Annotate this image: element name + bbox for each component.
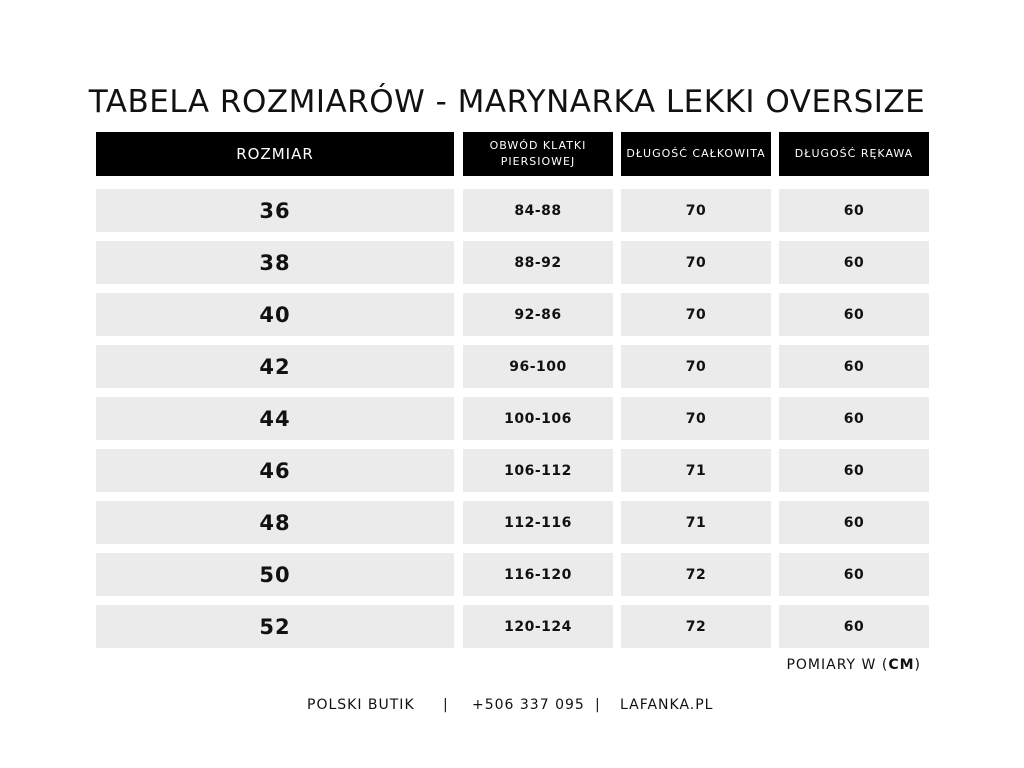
cell-sleeve-length: 60 <box>779 501 929 544</box>
header-chest: OBWÓD KLATKI PIERSIOWEJ <box>463 132 613 176</box>
cell-sleeve-length: 60 <box>779 293 929 336</box>
cell-chest: 84-88 <box>463 189 613 232</box>
cell-total-length: 72 <box>621 605 771 648</box>
cell-total-length: 70 <box>621 293 771 336</box>
cell-total-length: 70 <box>621 189 771 232</box>
cell-chest: 88-92 <box>463 241 613 284</box>
footer-phone: +506 337 095 <box>472 697 585 713</box>
cell-chest: 100-106 <box>463 397 613 440</box>
cell-total-length: 70 <box>621 241 771 284</box>
cell-total-length: 72 <box>621 553 771 596</box>
cell-size: 36 <box>96 189 454 232</box>
page-title: TABELA ROZMIARÓW - MARYNARKA LEKKI OVERSIZE <box>88 84 926 120</box>
note-unit: CM <box>888 657 915 673</box>
cell-size: 48 <box>96 501 454 544</box>
cell-chest: 96-100 <box>463 345 613 388</box>
cell-sleeve-length: 60 <box>779 605 929 648</box>
cell-total-length: 70 <box>621 397 771 440</box>
cell-sleeve-length: 60 <box>779 553 929 596</box>
cell-size: 38 <box>96 241 454 284</box>
cell-size: 44 <box>96 397 454 440</box>
cell-sleeve-length: 60 <box>779 345 929 388</box>
footer-brand: POLSKI BUTIK <box>307 697 415 713</box>
cell-size: 52 <box>96 605 454 648</box>
header-size: ROZMIAR <box>96 132 454 176</box>
cell-chest: 112-116 <box>463 501 613 544</box>
cell-sleeve-length: 60 <box>779 241 929 284</box>
cell-total-length: 70 <box>621 345 771 388</box>
measurement-note <box>786 657 921 673</box>
cell-size: 50 <box>96 553 454 596</box>
cell-size: 40 <box>96 293 454 336</box>
cell-sleeve-length: 60 <box>779 397 929 440</box>
cell-total-length: 71 <box>621 449 771 492</box>
note-prefix: POMIARY W ( <box>786 657 889 673</box>
cell-chest: 120-124 <box>463 605 613 648</box>
cell-chest: 116-120 <box>463 553 613 596</box>
cell-sleeve-length: 60 <box>779 189 929 232</box>
cell-total-length: 71 <box>621 501 771 544</box>
cell-chest: 106-112 <box>463 449 613 492</box>
cell-size: 46 <box>96 449 454 492</box>
cell-chest: 92-86 <box>463 293 613 336</box>
footer-website[interactable]: LAFANKA.PL <box>620 697 714 713</box>
cell-size: 42 <box>96 345 454 388</box>
cell-sleeve-length: 60 <box>779 449 929 492</box>
header-total-length: DŁUGOŚĆ CAŁKOWITA <box>621 132 771 176</box>
footer-separator: | <box>443 697 449 713</box>
note-suffix: ) <box>914 657 921 673</box>
footer-separator: | <box>595 697 601 713</box>
header-sleeve-length: DŁUGOŚĆ RĘKAWA <box>779 132 929 176</box>
